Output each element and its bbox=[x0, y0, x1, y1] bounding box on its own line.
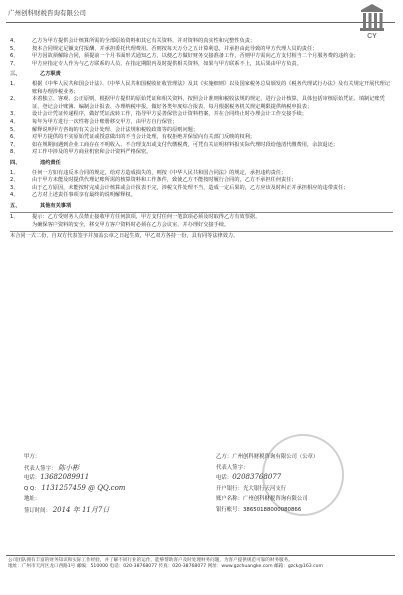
qq-label: Q Q： bbox=[24, 485, 40, 492]
rep-label: 代表人签字： bbox=[24, 465, 57, 472]
acct-name-label: 账户名称： bbox=[216, 496, 243, 502]
footer-line-1: 公司团队拥有丰富的财务知识和实际工作经验，并了解不同行业的运作，能够帮助客户及时处理财务问题，为客户提供规范可靠的财务服务。 bbox=[8, 558, 293, 563]
acct-name-value: 广州创科财税咨询有限公司 bbox=[242, 496, 308, 502]
clause-num: 2、 bbox=[10, 177, 19, 184]
notice-box bbox=[10, 212, 393, 231]
section-heading bbox=[10, 160, 393, 168]
clause-item bbox=[10, 177, 393, 185]
party-b-acct-no bbox=[216, 505, 396, 516]
bank-value: 光大银行天河支行 bbox=[242, 485, 287, 492]
phone-value: 13682089911 bbox=[40, 473, 90, 481]
section-num: 五、 bbox=[10, 202, 21, 209]
clause-num: 6、 bbox=[10, 134, 19, 141]
clause-text: 由于甲方未能及时提供代理记账所需的核算资料和工作条件，致使乙方不能按时履行合同的，乙方不承担任何责任； bbox=[32, 177, 297, 184]
clause-num bbox=[10, 222, 32, 230]
party-a-date bbox=[24, 505, 204, 516]
party-a-qq bbox=[24, 484, 204, 495]
clause-item bbox=[10, 111, 393, 119]
party-b-label: 乙方： bbox=[216, 454, 233, 460]
clause-text: 设计会计凭证传递程序，做好凭证流转工作，指导甲方妥善保管会计资料档案，并在合同终止时办理会计工作交接手续； bbox=[32, 111, 307, 118]
rep-signature: 陈小彬 bbox=[58, 463, 80, 472]
clause-item bbox=[10, 192, 393, 200]
clause-item bbox=[10, 38, 393, 46]
section-num: 三、 bbox=[10, 71, 21, 78]
clause-text: 解释说明甲方咨询的有关会计处理、会计法规和税收政策等的原则问题； bbox=[32, 126, 199, 133]
phone-label: 电话： bbox=[24, 475, 41, 481]
contract-body bbox=[10, 38, 393, 240]
party-a-label-text: 甲方： bbox=[24, 454, 41, 460]
header-company: 广州创科财税咨询有限公司 bbox=[8, 9, 86, 17]
footer-divider bbox=[6, 555, 395, 556]
clause-num: 3、 bbox=[10, 184, 19, 191]
clause-text: 对工作中涉及的甲方商业机密和会计资料严格保密。 bbox=[32, 149, 152, 156]
section-heading bbox=[10, 203, 393, 211]
party-a-rep bbox=[24, 463, 204, 474]
clause-num: 3、 bbox=[10, 111, 19, 118]
clause-text: 如在规期间遇到企业工商存在不明收入、不合理支出或支付代缴税费，可凭有关证明材料报实际代理时段给他清代缴费用，余款退还； bbox=[32, 141, 339, 148]
date-value: 2014 年 11月7日 bbox=[52, 505, 110, 514]
clause-num: 4、 bbox=[10, 38, 19, 44]
party-b-company bbox=[216, 452, 396, 463]
clause-text: 按本合同规定足额支付报酬，并承担委托代理费用。否则按每天万分之五计算利息，并承担由此导致的甲方代理人员的责任； bbox=[32, 45, 318, 52]
clause-item bbox=[10, 96, 393, 111]
bank-label: 开户银行： bbox=[216, 485, 243, 492]
acct-no-value: 38650188000080866 bbox=[242, 506, 302, 513]
clause-item bbox=[10, 127, 393, 135]
party-b-rep bbox=[216, 463, 396, 474]
clause-text: 根据《中华人民共和国会计法》、《中华人民共和国税收征收管理法》及其《实施细则》以及国家税务总局颁发的《税务代理试行办法》及有关规定开展代理记账和办理涉税业务； bbox=[32, 80, 390, 95]
clause-num: 4、 bbox=[10, 118, 19, 125]
footer bbox=[8, 558, 395, 571]
clause-num: 4、 bbox=[10, 192, 19, 199]
date-label: 签订时间： bbox=[24, 507, 51, 514]
section-title: 其他有关事项 bbox=[40, 202, 72, 209]
clause-num: 6、 bbox=[10, 53, 19, 60]
clause-text: 乙方对上述责任事项享有最终的说明解释权。 bbox=[32, 192, 136, 199]
clause-item bbox=[10, 119, 393, 127]
clause-num: 1、 bbox=[10, 169, 19, 176]
clause-text: 本着独立、客观、公正原则，根据甲方提供的原始凭证和相关资料，按照会计准则和税收法规的规定，进行会计核算，具体包括审核原始凭证、填制记账凭证、登记会计账簿、编制会计报表、办理纳税申报，做好各类年度综合报表、每月根据税务机关规定期限提供纳税申报表； bbox=[32, 96, 385, 110]
clause-item bbox=[10, 61, 393, 69]
section-heading bbox=[10, 71, 393, 79]
addr-label: 地址： bbox=[24, 496, 41, 502]
party-b-block bbox=[216, 452, 396, 515]
clause-num: 7、 bbox=[10, 60, 19, 67]
party-b-phone bbox=[216, 473, 396, 484]
clause-item bbox=[10, 134, 393, 142]
clause-item bbox=[10, 81, 393, 96]
party-b-company-name: 广州创科财税咨询有限公司（公章） bbox=[232, 454, 319, 460]
clause-text: 对甲方提供的不实原始凭证或授意做出的不当会计处理，有权拒绝并保留向有关部门反映的权利； bbox=[32, 134, 256, 141]
acct-no-label: 银行帐号： bbox=[216, 506, 243, 513]
party-a-addr bbox=[24, 494, 204, 505]
clause-num: 7、 bbox=[10, 141, 19, 148]
phone-value: 02083768077 bbox=[232, 473, 282, 481]
clause-text: 甲方因故须解除合同，须提前一个月书面形式通知乙方，以便乙方做好财务交接准备工作，否则甲方需向乙方支付相当二个月服务费的违约金； bbox=[32, 53, 359, 60]
rep-label: 代表人签字： bbox=[216, 464, 249, 471]
clause-text: 每年为甲方进行一次性将会计账册移交甲方，由甲方自行保管； bbox=[32, 118, 178, 125]
clause-text: 甲方应指定专人作为与乙方联系的人员，在指定期限内及时提供相关资料，如果与甲方联系不上，其后果由甲方负责。 bbox=[32, 60, 302, 67]
clause-num: 2、 bbox=[10, 96, 19, 103]
closing-statement bbox=[10, 233, 393, 241]
clause-text: 任何一方如有违反本合同的规定，给对方造成损失的，则按《中华人民共和国合同法》的规定，承担违约责任； bbox=[32, 169, 287, 176]
section-title: 违约责任 bbox=[40, 159, 61, 166]
section-num: 四、 bbox=[10, 159, 21, 166]
party-a-label bbox=[24, 452, 204, 463]
clause-text: 为确保客户资料的安全，移交甲方客户资料时必须在乙方会议室，并办理好交接手续。 bbox=[32, 222, 230, 229]
phone-label: 电话： bbox=[216, 475, 233, 481]
clause-num: 8、 bbox=[10, 149, 19, 156]
clause-text: 提示：乙方受财务人员禁止接收甲方任何款项，甲方支付任何一笔款项必须及时取得乙方有效票据。 bbox=[32, 214, 261, 221]
clause-item bbox=[10, 149, 393, 157]
clause-text: 由于乙方原因，未能按时完成会计核算或会计报表不完，涉税文件处理不当，造成一定后果的，乙方应该及时纠正并承担相应的违带责任； bbox=[32, 184, 349, 191]
footer-line-2: 地址：广州市天河区龙口西路1号 邮编：510000 电话：020-38768077 传真：020-38768077 网址：www.gzchuangke.com 邮箱：gzck@163.com bbox=[8, 564, 323, 570]
party-b-acct-name bbox=[216, 494, 396, 505]
logo-text: CY bbox=[367, 33, 377, 40]
clause-num: 5、 bbox=[10, 45, 19, 52]
section-title: 乙方职责 bbox=[40, 71, 61, 78]
clause-item bbox=[10, 53, 393, 61]
clause-num: 1、 bbox=[10, 214, 19, 221]
header-divider bbox=[6, 22, 395, 23]
notice-item bbox=[10, 214, 393, 222]
clause-num: 5、 bbox=[10, 126, 19, 133]
clause-item bbox=[10, 170, 393, 178]
party-a-block bbox=[24, 452, 204, 515]
clause-num: 1、 bbox=[10, 80, 19, 87]
notice-item bbox=[10, 222, 393, 230]
company-logo bbox=[353, 2, 391, 40]
qq-value: 1131257459 @ QQ.com bbox=[41, 483, 126, 492]
closing-text: 本合同一式二份，自双方代表签字并加盖公章之日起生效，甲乙双方各持一份，具有同等法律效力。 bbox=[10, 232, 239, 239]
party-a-phone bbox=[24, 473, 204, 484]
party-b-bank bbox=[216, 484, 396, 495]
clause-text: 乙方为甲方提供会计核算所需的全部原始资料和其它有关资料，并对资料的真实性和完整性负责； bbox=[32, 38, 256, 44]
clauses-top bbox=[10, 38, 393, 68]
